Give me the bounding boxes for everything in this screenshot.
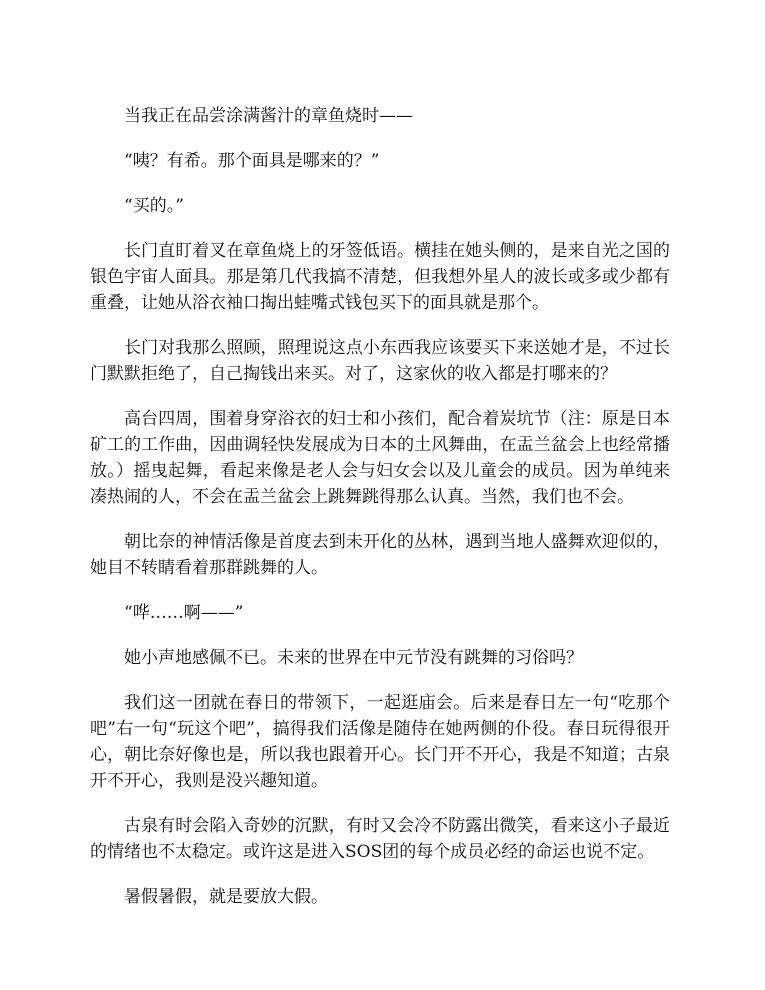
paragraph: 朝比奈的神情活像是首度去到未开化的丛林，遇到当地人盛舞欢迎似的，她目不转睛看着那群跳舞的人。 (90, 532, 670, 578)
paragraph: “咦？有希。那个面具是哪来的？” (124, 151, 380, 171)
paragraph: 古泉有时会陷入奇妙的沉默，有时又会冷不防露出微笑，看来这小子最近的情绪也不太稳定。或许这是进入SOS团的每个成员必经的命运也说不定。 (90, 816, 670, 862)
paragraph: 她小声地感佩不已。未来的世界在中元节没有跳舞的习俗吗？ (124, 648, 583, 668)
paragraph: 长门直盯着叉在章鱼烧上的牙签低语。横挂在她头侧的，是来自光之国的银色宇宙人面具。那是第几代我搞不清楚，但我想外星人的波长或多或少都有重叠，让她从浴衣袖口掏出蛙嘴式钱包买下的面具就是那个。 (90, 241, 670, 313)
paragraph: “哗……啊——” (124, 603, 244, 623)
paragraph: 高台四周，围着身穿浴衣的妇士和小孩们，配合着炭坑节（注：原是日本矿工的工作曲，因曲调轻快发展成为日本的土风舞曲，在盂兰盆会上也经常播放。）摇曳起舞，看起来像是老人会与妇女会以及儿童会的成员。因为单纯来凑热闹的人，不会在盂兰盆会上跳舞跳得那么认真。当然，我们也不会。 (90, 409, 670, 507)
paragraph: 我们这一团就在春日的带领下，一起逛庙会。后来是春日左一句“吃那个吧”右一句“玩这个吧”，搞得我们活像是随侍在她两侧的仆役。春日玩得很开心，朝比奈好像也是，所以我也跟着开心。长门开不开心，我是不知道；古泉开不开心，我则是没兴趣知道。 (90, 693, 670, 791)
paragraph: 暑假暑假，就是要放大假。 (124, 887, 328, 907)
paragraph: “买的。” (124, 196, 184, 216)
document-body (90, 103, 670, 929)
paragraph: 当我正在品尝涂满酱汁的章鱼烧时—— (124, 106, 413, 126)
paragraph: 长门对我那么照顾，照理说这点小东西我应该要买下来送她才是，不过长门默默拒绝了，自己掏钱出来买。对了，这家伙的收入都是打哪来的？ (90, 338, 670, 384)
